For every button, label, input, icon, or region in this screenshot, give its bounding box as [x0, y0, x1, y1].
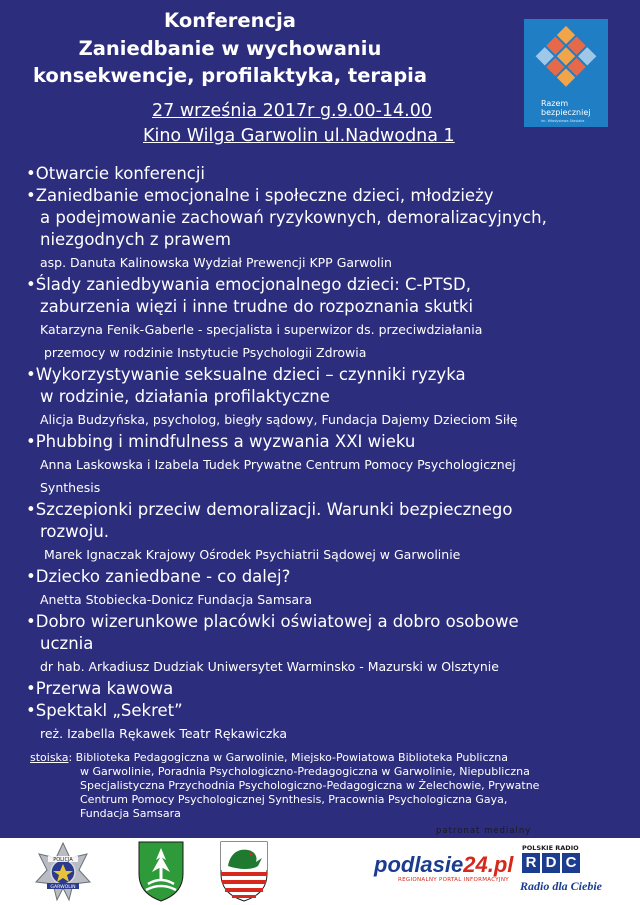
- podlasie24-tagline: REGIONALNY PORTAL INFORMACYJNY: [398, 877, 509, 883]
- agenda-item-continuation: zaburzenia więzi i inne trudne do rozpoznania skutki: [40, 297, 474, 316]
- police-badge-bottom-text: GARWOLIN: [50, 885, 76, 890]
- polskie-radio-label: POLSKIE RADIO: [522, 844, 579, 852]
- agenda-item: •Spektakl „Sekret”: [26, 701, 183, 720]
- agenda-item-continuation: a podejmowanie zachowań ryzykownych, demoralizacyjnych,: [40, 208, 547, 227]
- agenda-speaker: dr hab. Arkadiusz Dudziak Uniwersytet Warminsko - Mazurski w Olsztynie: [40, 659, 499, 674]
- agenda-item-continuation: niezgodnych z prawem: [40, 230, 231, 249]
- media-patronage-label: patronat medialny: [436, 826, 532, 836]
- agenda-item: •Szczepionki przeciw demoralizacji. Warunki bezpiecznego: [26, 500, 513, 519]
- agenda-speaker: Synthesis: [40, 480, 101, 495]
- agenda-item: •Dziecko zaniedbane - co dalej?: [26, 567, 291, 586]
- rdc-slogan: Radio dla Ciebie: [520, 879, 602, 893]
- exhibitors-line: w Garwolinie, Poradnia Psychologiczno-Predagogiczna w Garwolinie, Niepubliczna: [80, 765, 530, 778]
- razem-bezpieczniej-logo: [524, 19, 608, 127]
- conference-label: Konferencja: [164, 9, 296, 32]
- exhibitors-label: stoiska: [30, 751, 69, 764]
- event-venue: Kino Wilga Garwolin ul.Nadwodna 1: [143, 126, 455, 146]
- podlasie24-logo: podlasie24.pl: [374, 852, 514, 877]
- green-coat-of-arms-icon: [136, 840, 186, 902]
- agenda-item: •Zaniedbanie emocjonalne i społeczne dzieci, młodzieży: [26, 186, 494, 205]
- conference-subtitle: konsekwencje, profilaktyka, terapia: [32, 64, 428, 87]
- agenda-item: •Wykorzystywanie seksualne dzieci – czynniki ryzyka: [26, 365, 466, 384]
- logo-subtext: im. Władysława Stasiaka: [541, 119, 585, 123]
- agenda-list: [26, 163, 626, 745]
- agenda-item: •Dobro wizerunkowe placówki oświatowej a dobro osobowe: [26, 612, 519, 631]
- police-badge-icon: [34, 842, 92, 902]
- agenda-item-continuation: ucznia: [40, 634, 94, 653]
- exhibitors-line: Fundacja Samsara: [80, 807, 181, 820]
- rdc-letter-d: D: [542, 853, 560, 873]
- event-date: 27 września 2017r g.9.00-14.00: [152, 101, 432, 121]
- agenda-speaker: Anna Laskowska i Izabela Tudek Prywatne Centrum Pomocy Psychologicznej: [40, 457, 516, 472]
- police-badge-top-text: POLICJA: [53, 857, 73, 863]
- conference-title: Zaniedbanie w wychowaniu: [78, 37, 382, 60]
- rdc-letter-r: R: [522, 853, 540, 873]
- agenda-speaker: Katarzyna Fenik-Gaberle - specjalista i superwizor ds. przeciwdziałania: [40, 322, 483, 337]
- agenda-item-continuation: w rodzinie, działania profilaktyczne: [40, 387, 330, 406]
- agenda-speaker: przemocy w rodzinie Instytucie Psychologii Zdrowia: [44, 345, 367, 360]
- logo-text: Razem bezpieczniej: [541, 99, 591, 117]
- agenda-item: •Przerwa kawowa: [26, 679, 174, 698]
- agenda-item: •Phubbing i mindfulness a wyzwania XXI wieku: [26, 432, 416, 451]
- exhibitors-line: Specjalistyczna Przychodnia Psychologiczno-Pedagogiczna w Żelechowie, Prywatne: [80, 779, 540, 792]
- agenda-item: •Otwarcie konferencji: [26, 164, 206, 183]
- griffin-coat-of-arms-icon: [218, 840, 270, 902]
- exhibitors-section: [30, 751, 620, 821]
- agenda-item-continuation: rozwoju.: [40, 522, 110, 541]
- rdc-letter-c: C: [562, 853, 580, 873]
- agenda-speaker: Marek Ignaczak Krajowy Ośrodek Psychiatrii Sądowej w Garwolinie: [44, 547, 461, 562]
- agenda-item: •Ślady zaniedbywania emocjonalnego dzieci: C-PTSD,: [26, 275, 471, 294]
- diamond-tiles-icon: [524, 19, 608, 99]
- agenda-speaker: reż. Izabella Rękawek Teatr Rękawiczka: [40, 726, 288, 741]
- agenda-speaker: Alicja Budzyńska, psycholog, biegły sądowy, Fundacja Dajemy Dzieciom Siłę: [40, 412, 518, 427]
- agenda-speaker: Anetta Stobiecka-Donicz Fundacja Samsara: [40, 592, 312, 607]
- exhibitors-first-line: : Biblioteka Pedagogiczna w Garwolinie, Miejsko-Powiatowa Biblioteka Publiczna: [68, 751, 509, 764]
- exhibitors-line: Centrum Pomocy Psychologicznej Synthesis, Pracownia Psychologiczna Gaya,: [80, 793, 508, 806]
- agenda-speaker: asp. Danuta Kalinowska Wydział Prewencji KPP Garwolin: [40, 255, 392, 270]
